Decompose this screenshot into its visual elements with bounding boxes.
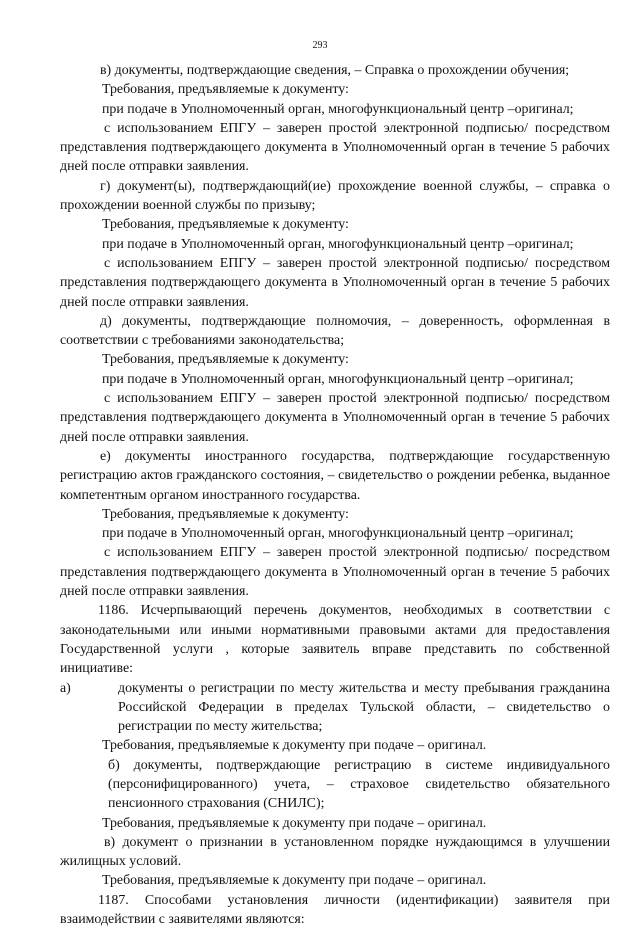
requirement-in-person: при подаче в Уполномоченный орган, многофункциональный центр –оригинал;	[102, 526, 574, 542]
requirement-original: Требования, предъявляемые к документу при подаче – оригинал.	[102, 873, 487, 889]
list-item-a-text: документы о регистрации по месту жительства и месту пребывания гражданина Российской Федерации в пределах Тульской области, – свидетельство о регистрации по месту жительства;	[118, 680, 610, 735]
requirement-original: Требования, предъявляемые к документу при подаче – оригинал.	[102, 738, 487, 754]
paragraph-e-foreign: е) документы иностранного государства, подтверждающие государственную регистрацию актов гражданского состояния, – свидетельство о рождении ребенка, выданное компетентным органом иностранного государства.	[60, 448, 610, 503]
requirements-heading: Требования, предъявляемые к документу:	[102, 82, 349, 98]
page-number: 293	[312, 40, 328, 51]
requirement-epgu: с использованием ЕПГУ – заверен простой электронной подписью/ посредством представления подтверждающего документа в Уполномоченный орган в течение 5 рабочих дней после отправки заявления.	[60, 545, 610, 600]
list-marker: а)	[60, 680, 71, 696]
requirement-in-person: при подаче в Уполномоченный орган, многофункциональный центр –оригинал;	[102, 371, 574, 387]
clause-1187: 1187. Способами установления личности (идентификации) заявителя при взаимодействии с заявителями являются:	[60, 892, 610, 928]
paragraph-v-study: в) документы, подтверждающие сведения, – Справка о прохождении обучения;	[100, 63, 570, 78]
list-item-b: б) документы, подтверждающие регистрацию в системе индивидуального (персонифицированного) учета, – страховое свидетельство обязательного пенсионного страхования (СНИЛС);	[108, 757, 610, 812]
list-item-v-housing: в) документ о признании в установленном порядке нуждающимся в улучшении жилищных условий.	[60, 834, 610, 870]
requirement-epgu: с использованием ЕПГУ – заверен простой электронной подписью/ посредством представления подтверждающего документа в Уполномоченный орган в течение 5 рабочих дней после отправки заявления.	[60, 120, 610, 175]
requirement-epgu: с использованием ЕПГУ – заверен простой электронной подписью/ посредством представления подтверждающего документа в Уполномоченный орган в течение 5 рабочих дней после отправки заявления.	[60, 391, 610, 445]
clause-1186: 1186. Исчерпывающий перечень документов, необходимых в соответствии с законодательными или иными нормативными правовыми актами для предоставления Государственной услуги , которые заявитель вправе представить по собственной инициативе:	[60, 603, 610, 677]
requirement-epgu: с использованием ЕПГУ – заверен простой электронной подписью/ посредством представления подтверждающего документа в Уполномоченный орган в течение 5 рабочих дней после отправки заявления.	[60, 255, 610, 310]
requirement-in-person: при подаче в Уполномоченный орган, многофункциональный центр –оригинал;	[102, 236, 574, 252]
paragraph-g-military: г) документ(ы), подтверждающий(ие) прохождение военной службы, – справка о прохождении военной службы по призыву;	[60, 178, 610, 214]
list-item-a	[60, 679, 610, 737]
paragraph-d-authority: д) документы, подтверждающие полномочия, – доверенность, оформленная в соответствии с требованиями законодательства;	[60, 313, 610, 349]
requirements-heading: Требования, предъявляемые к документу:	[102, 506, 349, 522]
requirement-in-person: при подаче в Уполномоченный орган, многофункциональный центр –оригинал;	[102, 101, 574, 117]
requirements-heading: Требования, предъявляемые к документу:	[102, 352, 349, 368]
requirements-heading: Требования, предъявляемые к документу:	[102, 217, 349, 233]
requirement-original: Требования, предъявляемые к документу при подаче – оригинал.	[102, 815, 487, 831]
document-body	[60, 61, 610, 929]
